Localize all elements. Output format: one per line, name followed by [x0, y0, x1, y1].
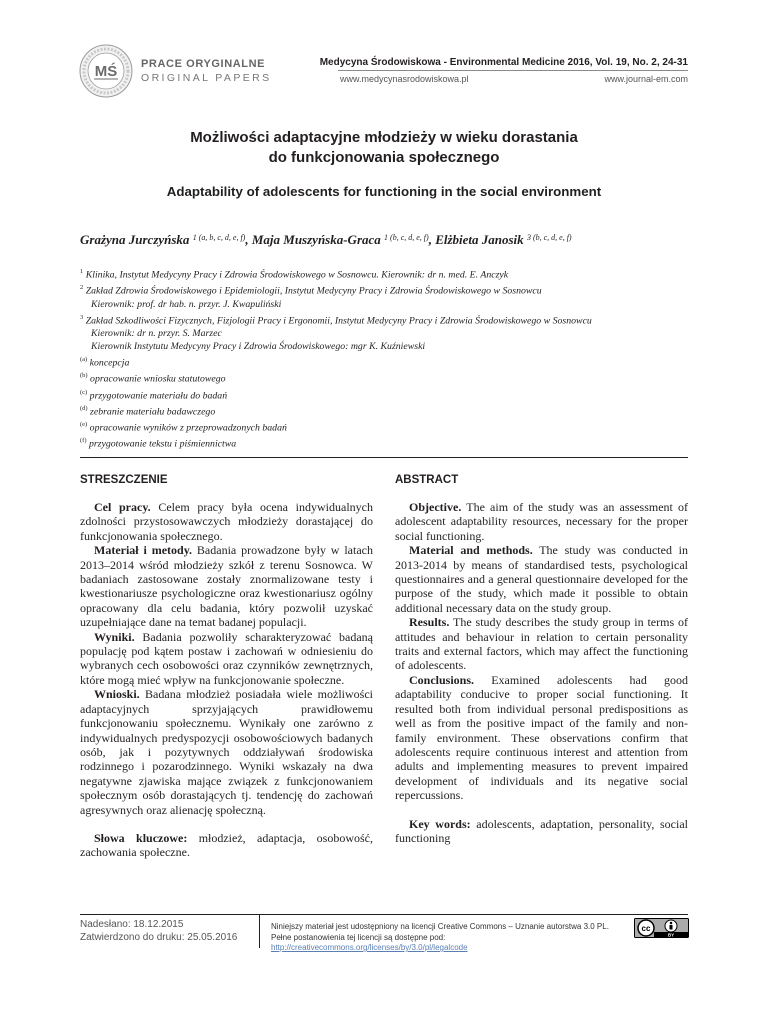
- affiliation-line: $^3$ Zakład Szkodliwości Fizycznych, Fizjologii Pracy i Ergonomii, Instytut Medycyny Pracy i Zdrowia Środowiskowego w Sosnowcu: [80, 313, 592, 326]
- author-affiliation: 1 (a, b, c, d, e, f): [192, 233, 246, 242]
- abstract-english: [395, 500, 688, 845]
- role-item: $^{(d)}$ zebranie materiału badawczego: [80, 404, 216, 418]
- footer-dates: [80, 918, 237, 944]
- license-link[interactable]: http://creativecommons.org/licenses/by/3.0/pl/legalcode: [271, 943, 468, 952]
- en-conclusions: Conclusions. Examined adolescents had good adaptability conducive to proper social functioning. It resulted both from individual personal predispositions as well as from the positive impact of the family and non-family environment. These observations confirm that adolescents require continuous interest and attention from adults and implementing measures to prevent impaired development of individuals and its negative social repercussions.: [395, 672, 688, 803]
- role-item: $^{(f)}$ przygotowanie tekstu i piśmiennictwa: [80, 437, 237, 450]
- author-separator: ,: [245, 232, 252, 247]
- author-affiliation: 3 (b, c, d, e, f): [526, 233, 572, 242]
- header-rule: [338, 70, 688, 71]
- title-polish-line1: Możliwości adaptacyjne młodzieży w wieku dorastania: [190, 129, 578, 146]
- author-affiliation: 1 (b, c, d, e, f): [384, 233, 429, 242]
- abstract-polish: [80, 500, 373, 860]
- affiliation-line: Kierownik: dr n. przyr. S. Marzec: [91, 327, 222, 339]
- role-item: $^{(a)}$ koncepcja: [80, 356, 130, 369]
- journal-logo: [79, 44, 133, 98]
- pl-keywords: Słowa kluczowe: młodzież, adaptacja, osobowość, zachowania społeczne.: [80, 830, 373, 860]
- pl-results: Wyniki. Badania pozwoliły scharakteryzować badaną populację pod kątem postaw i zachowań w odniesieniu do wybranych cech osobowości oraz czynników zewnętrznych, które mogą mieć wpływ na funkcjonowanie społeczne.: [80, 629, 373, 687]
- logo-text: MŚ: [94, 63, 118, 80]
- role-item: $^{(e)}$ opracowanie wyników z przeprowadzonych badań: [80, 421, 287, 434]
- author-separator: ,: [428, 232, 436, 247]
- journal-url-pl[interactable]: www.medycynasrodowiskowa.pl: [340, 74, 469, 84]
- received-date: Nadesłano: 18.12.2015: [80, 919, 184, 930]
- cc-label: BY: [667, 932, 675, 938]
- affiliations: [80, 265, 700, 353]
- en-objective: Objective. The aim of the study was an assessment of adolescent adaptability resources, necessary for the proper social functioning.: [395, 500, 688, 543]
- affiliation-line: $^2$ Zakład Zdrowia Środowiskowego i Epidemiologii, Instytut Medycyny Pracy i Zdrowia Środowiskowego w Sosnowcu: [80, 284, 542, 297]
- author-name: Elżbieta Janosik: [435, 232, 524, 247]
- pl-methods: Materiał i metody. Badania prowadzone były w latach 2013–2014 wśród młodzieży szkół z terenu Sosnowca. W badaniach zastosowane zostały znormalizowane testy i kwestionariusze psychologiczne oraz kwestionariusz ogólny opracowany dla celu badania, który pozwolił uzyskać uzupełniające dane na temat badanej populacji.: [80, 543, 373, 630]
- author-name: Grażyna Jurczyńska: [80, 232, 190, 247]
- footer-separator: [259, 914, 260, 948]
- title-polish-line2: do funkcjonowania społecznego: [268, 149, 500, 166]
- pl-aim: Cel pracy. Celem pracy była ocena indywidualnych zdolności przystosowawczych młodzieży dorastającej do funkcjonowania społecznego.: [80, 500, 373, 543]
- pl-conclusions: Wnioski. Badana młodzież posiadała wiele możliwości adaptacyjnych sprzyjających prawidłowemu funkcjonowaniu społecznemu. Wynikały one zarówno z indywidualnych predyspozycji osobowościowych badanych osób, jak i pozytywnych oddziaływań środowiska rodzinnego i pozarodzinnego. Wyniki wskazały na dwa negatywne zjawiska mające związek z funkcjonowaniem społecznym osób dorastających tj. tendencję do zachowań agresywnych oraz alienację społeczną.: [80, 687, 373, 817]
- en-keywords: Key words: adolescents, adaptation, personality, social functioning: [395, 816, 689, 845]
- contribution-roles: [80, 353, 287, 451]
- heading-streszczenie: STRESZCZENIE: [80, 474, 168, 486]
- heading-abstract: ABSTRACT: [395, 474, 459, 486]
- accepted-date: Zatwierdzono do druku: 25.05.2016: [80, 932, 238, 943]
- journal-url-en[interactable]: www.journal-em.com: [604, 74, 688, 84]
- cc-by-icon[interactable]: [634, 918, 689, 938]
- journal-citation: Medycyna Środowiskowa - Environmental Medicine 2016, Vol. 19, No. 2, 24-31: [319, 57, 688, 68]
- title-english: Adaptability of adolescents for functioning in the social environment: [166, 184, 602, 199]
- author-list: [80, 232, 572, 248]
- footer-rule: [80, 914, 688, 915]
- affiliation-line: Kierownik: prof. dr hab. n. przyr. J. Kwapuliński: [91, 298, 282, 310]
- section-divider: [80, 457, 688, 458]
- en-results: Results. The study describes the study group in terms of attitudes and behaviour in relation to certain personality traits and external factors, which may affect the functioning of adolescents.: [395, 615, 688, 673]
- role-item: $^{(b)}$ opracowanie wniosku statutowego: [80, 372, 226, 385]
- title-polish: [0, 128, 768, 168]
- affiliation-line: Kierownik Instytutu Medycyny Pracy i Zdrowia Środowiskowego: mgr K. Kuźniewski: [91, 340, 426, 352]
- license-notice: [271, 922, 631, 954]
- en-methods: Material and methods. The study was conducted in 2013-2014 by means of standardised tests, psychological questionnaires and a general questionnaire developed for the purpose of the study, which made it possible to obtain additional necessary data on the study group.: [395, 543, 688, 615]
- license-text: Niniejszy materiał jest udostępniony na licencji Creative Commons – Uznanie autorstwa 3.0 PL. Pełne postanowienia tej licencji są dostępne pod:: [271, 922, 609, 942]
- author-name: Maja Muszyńska-Graca: [251, 232, 381, 247]
- affiliation-line: $^1$ Klinika, Instytut Medycyny Pracy i Zdrowia Środowiskowego w Sosnowcu. Kierownik: dr n. med. E. Anczyk: [80, 268, 509, 281]
- brand-line-1: PRACE ORYGINALNE: [141, 58, 266, 70]
- brand-line-2: ORIGINAL PAPERS: [141, 72, 272, 84]
- role-item: $^{(c)}$ przygotowanie materiału do badań: [80, 388, 228, 401]
- svg-text:cc: cc: [641, 924, 651, 933]
